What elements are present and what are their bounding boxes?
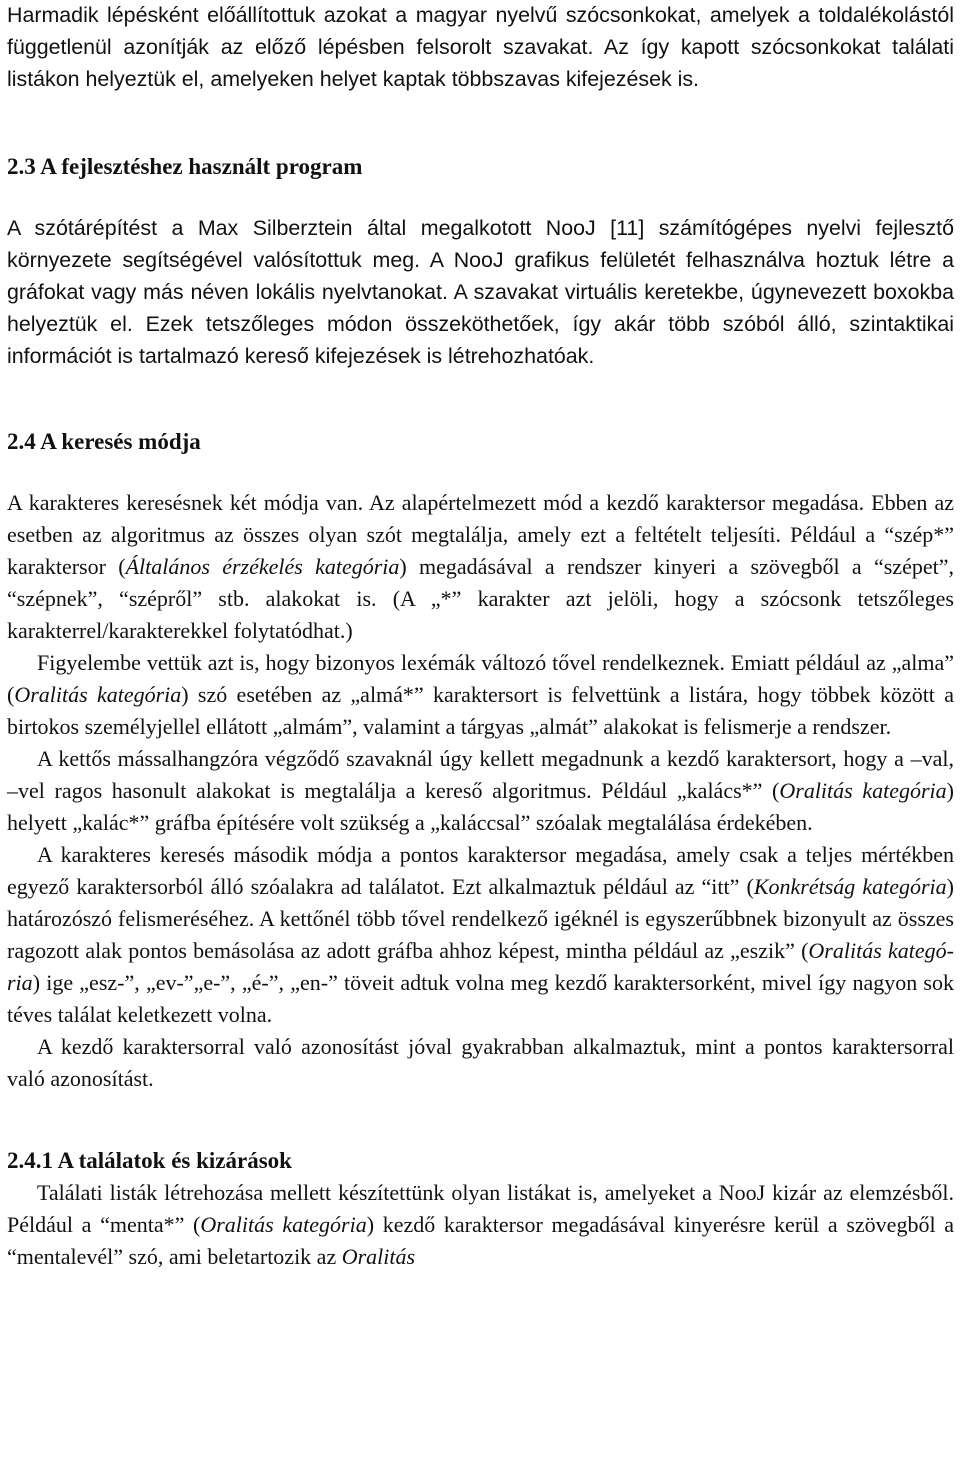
italic-category: Oralitás: [341, 1244, 416, 1269]
section-2-4-paragraph-2: [7, 647, 954, 743]
text-run: ) szó esetében az „almá*” karaktersort is felvettünk a listára, hogy többek között a birtokos személyjellel ellátott „almám”, valamint a tárgyas „almát” alakokat is felismerje a rendszer.: [7, 682, 954, 739]
section-2-3-sentence: A szótárépítést a Max Silberztein által megalkotott NooJ [11] számítógépes nyelvi fejlesztő környezete segítségével valósítottuk meg.: [7, 216, 954, 272]
section-2-3-sentence: A NooJ grafikus felületét felhasználva hoztuk létre a gráfokat vagy más néven lokális nyelvtanokat.: [7, 248, 955, 304]
text-run: A kettős mássalhangzóra végződő szavaknál úgy kellett megadnunk a kezdő karaktersort, hogy a –val, –vel ragos hasonult alakokat is megtalálja a kereső algoritmus. Például „kalács*” (: [7, 746, 954, 803]
text-run: ) ige „esz-”, „ev-”„e-”, „é-”, „en-” töveit adtuk volna meg kezdő karaktersorként, mivel így nagyon sok téves találat keletkezett volna.: [7, 970, 954, 1027]
section-heading-2-4-1: 2.4.1 A találatok és kizárások: [7, 1148, 292, 1173]
intro-paragraph: Harmadik lépésként előállítottuk azokat a magyar nyelvű szócsonkokat, amelyek a toldalékolástól függetlenül azonítják az előző lépésben felsorolt szavakat. Az így kapott szócsonkokat találati listákon helyeztük el, amelyeken helyet kaptak többszavas kifejezések is.: [7, 3, 954, 91]
section-2-4-1-paragraph: [7, 1177, 954, 1273]
section-heading-2-4: 2.4 A keresés módja: [7, 429, 201, 454]
italic-category: Oralitás kategória: [779, 778, 947, 803]
italic-category: Általános érzékelés kategória: [125, 554, 400, 579]
section-2-4-paragraph-1: [7, 487, 954, 647]
section-2-3-sentence: A szavakat virtuális keretekbe, úgynevezett boxokba helyeztük el.: [7, 280, 955, 336]
section-heading-2-3: 2.3 A fejlesztéshez használt program: [7, 154, 363, 179]
text-run: ) kezdő karaktersor megadásával kinyerésre kerül a szövegből a “mentalevél” szó, ami beletartozik az: [7, 1212, 954, 1269]
section-2-4-paragraph-4: [7, 839, 954, 1031]
text-run: ) helyett „kalác*” gráfba építésére volt szükség a „kaláccsal” szóalak megtalálása érdekében.: [7, 778, 954, 835]
italic-category: Konkrétság kategória: [753, 874, 947, 899]
section-2-4-paragraph-3: [7, 743, 954, 839]
italic-category: Oralitás kategória: [7, 938, 954, 995]
section-2-3-paragraph: [7, 212, 954, 372]
text-run: Figyelembe vettük azt is, hogy bizonyos lexémák változó tővel rendelkeznek. Emiatt például az „alma” (: [7, 650, 954, 707]
section-2-3-sentence: Ezek tetszőleges módon összeköthetőek, így akár több szóból álló, szintaktikai információt is tartalmazó kereső kifejezések is létrehozhatóak.: [7, 312, 954, 368]
italic-category: Oralitás kategória: [200, 1212, 367, 1237]
text-run: A karakteres keresésnek két módja van. Az alapértelmezett mód a kezdő karaktersor megadása. Ebben az esetben az algoritmus az összes olyan szót megtalálja, amely ezt a feltételt teljesíti. Például a “szép*” karaktersor (: [7, 490, 954, 579]
text-run: ) megadásával a rendszer kinyeri a szövegből a “szépet”, “szépnek”, “szépről” stb. alakokat is. (A „*” karakter azt jelöli, hogy a szócsonk tetszőleges karakterrel/karakterekkel folytatódhat.): [7, 554, 954, 643]
italic-category: Oralitás kategória: [14, 682, 182, 707]
text-run: A karakteres keresés második módja a pontos karaktersor megadása, amely csak a teljes mértékben egyező karaktersorból álló szóalakra ad találatot. Ezt alkalmaztuk például az “itt” (: [7, 842, 954, 899]
text-run: ) határozószó felismeréséhez. A kettőnél több tővel rendelkező igéknél is egyszerűbbnek bizonyult az összes ragozott alak pontos bemásolása az adott gráfba ahhoz képest, mintha például az „eszik” (: [7, 874, 954, 963]
section-2-4-paragraph-5: A kezdő karaktersorral való azonosítást jóval gyakrabban alkalmaztuk, mint a pontos karaktersorral való azonosítást.: [7, 1034, 954, 1091]
text-run: Találati listák létrehozása mellett készítettünk olyan listákat is, amelyeket a NooJ kizár az elemzésből. Például a “menta*” (: [7, 1180, 954, 1237]
